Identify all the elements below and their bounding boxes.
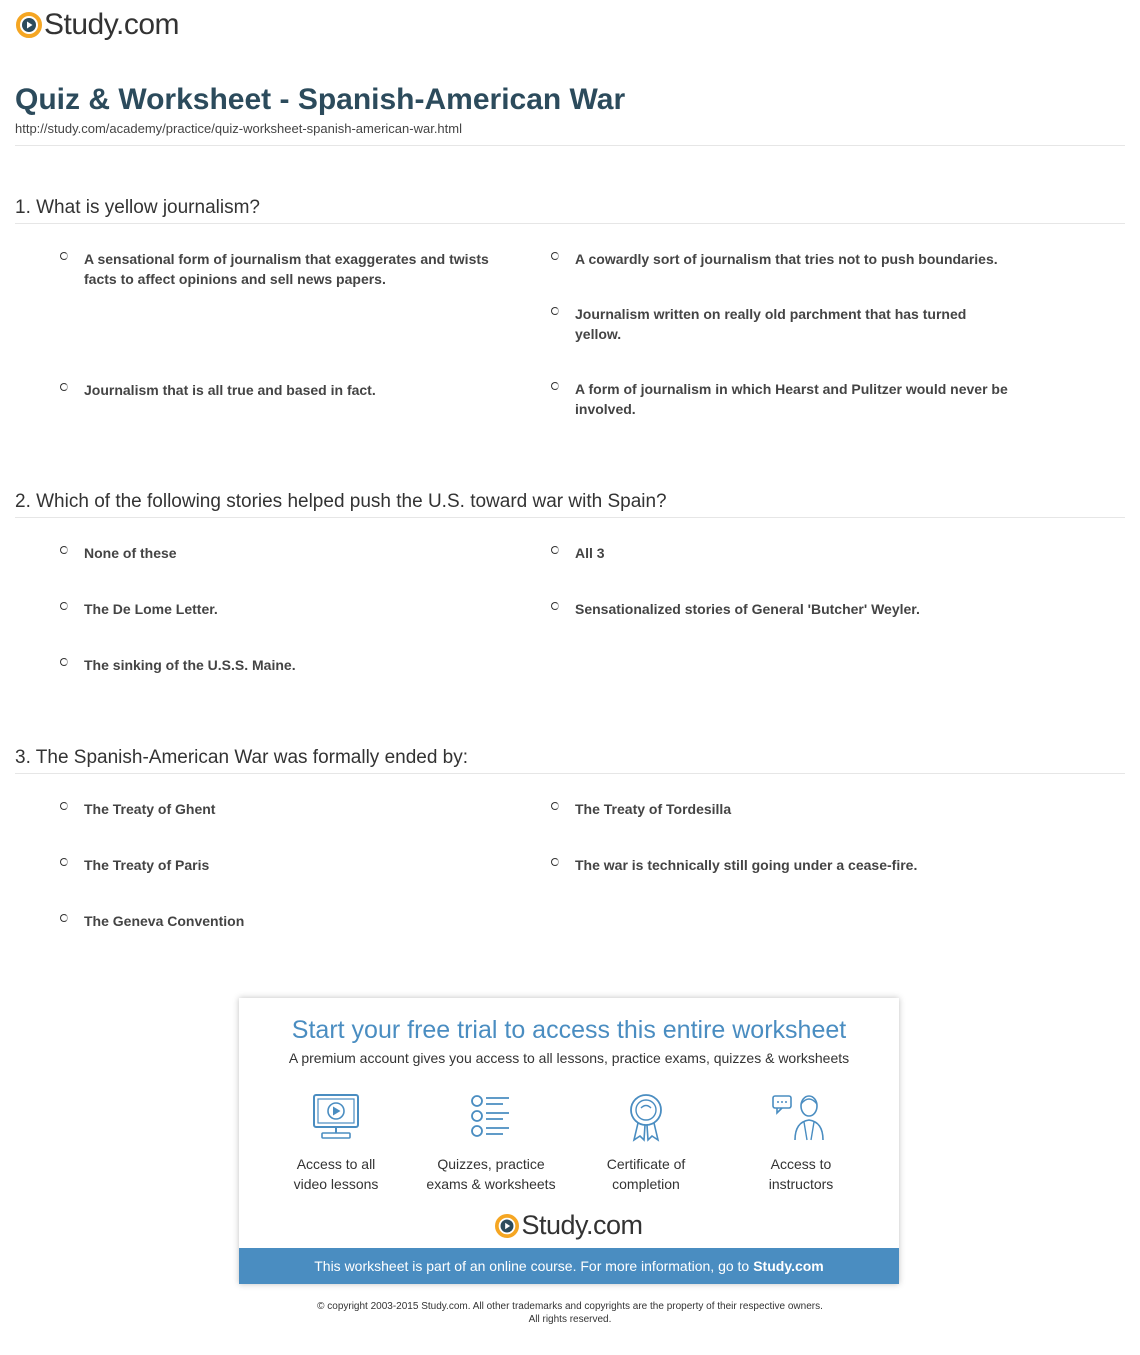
question-3-option-5[interactable] (60, 911, 520, 931)
page-url[interactable]: http://study.com/academy/practice/quiz-worksheet-spanish-american-war.html (15, 121, 462, 136)
feature-label: exams & worksheets (426, 1176, 556, 1192)
feature-certificate[interactable] (571, 1092, 721, 1194)
certificate-icon (620, 1092, 672, 1142)
option-label: The De Lome Letter. (84, 601, 218, 617)
promo-info-bar[interactable] (239, 1248, 899, 1284)
copyright-line: © copyright 2003-2015 Study.com. All other trademarks and copyrights are the property of their respective owners. (317, 1301, 823, 1312)
radio-button-icon[interactable] (60, 602, 68, 610)
logo-text: Study.com (521, 1210, 643, 1240)
feature-label: Quizzes, practice (437, 1156, 545, 1172)
logo-text: Study.com (44, 8, 179, 41)
radio-button-icon[interactable] (60, 252, 68, 260)
radio-button-icon[interactable] (551, 858, 559, 866)
feature-label: instructors (768, 1176, 834, 1192)
question-1-option-3[interactable] (551, 304, 1011, 344)
radio-button-icon[interactable] (60, 658, 68, 666)
option-label: Sensationalized stories of General 'Butcher' Weyler. (575, 601, 920, 617)
question-1-option-1[interactable] (60, 249, 520, 289)
radio-button-icon[interactable] (60, 546, 68, 554)
feature-label: Certificate of (606, 1156, 686, 1172)
option-label: The sinking of the U.S.S. Maine. (84, 657, 296, 673)
question-1-title: 1. What is yellow journalism? (15, 197, 260, 218)
page-title: Quiz & Worksheet - Spanish-American War (15, 83, 626, 116)
copyright-line: All rights reserved. (528, 1314, 612, 1325)
question-2-option-4[interactable] (551, 599, 1011, 619)
divider (15, 773, 1125, 774)
option-label: The war is technically still going under a cease-fire. (575, 857, 918, 873)
divider (15, 517, 1125, 518)
free-trial-promo[interactable] (239, 998, 899, 1284)
study-logo-icon (16, 12, 42, 38)
question-3-option-3[interactable] (60, 855, 520, 875)
question-2-option-5[interactable] (60, 655, 520, 675)
question-3-option-4[interactable] (551, 855, 1011, 875)
question-1-option-4[interactable] (60, 380, 520, 400)
option-label: All 3 (575, 545, 605, 561)
radio-button-icon[interactable] (551, 307, 559, 315)
option-label: The Treaty of Paris (84, 857, 210, 873)
radio-button-icon[interactable] (551, 546, 559, 554)
study-logo[interactable] (16, 8, 179, 42)
divider (15, 223, 1125, 224)
question-3-option-2[interactable] (551, 799, 1011, 819)
radio-button-icon[interactable] (60, 858, 68, 866)
promo-title[interactable]: Start your free trial to access this entire worksheet (291, 1016, 847, 1044)
radio-button-icon[interactable] (60, 802, 68, 810)
option-label: Journalism written on really old parchment that has turned yellow. (575, 306, 967, 342)
question-1-option-5[interactable] (551, 379, 1011, 419)
instructor-icon (771, 1092, 831, 1142)
question-2-option-2[interactable] (551, 543, 1011, 563)
promo-study-logo[interactable] (239, 1210, 899, 1241)
feature-label: Access to (770, 1156, 832, 1172)
video-lesson-icon (310, 1092, 362, 1142)
feature-quizzes[interactable] (416, 1092, 566, 1194)
feature-label: completion (612, 1176, 680, 1192)
radio-button-icon[interactable] (60, 383, 68, 391)
feature-label: Access to all (296, 1156, 376, 1172)
copyright (0, 1300, 1140, 1326)
promo-bar-text: This worksheet is part of an online course. For more information, go to (314, 1258, 750, 1274)
question-2-option-3[interactable] (60, 599, 520, 619)
option-label: The Geneva Convention (84, 913, 245, 929)
study-logo-icon (495, 1214, 519, 1238)
option-label: Journalism that is all true and based in fact. (84, 382, 376, 398)
radio-button-icon[interactable] (551, 802, 559, 810)
promo-bar-link[interactable]: Study.com (753, 1258, 824, 1274)
option-label: A cowardly sort of journalism that tries not to push boundaries. (575, 251, 998, 267)
feature-label: video lessons (293, 1176, 379, 1192)
option-label: None of these (84, 545, 177, 561)
radio-button-icon[interactable] (551, 252, 559, 260)
question-3-option-1[interactable] (60, 799, 520, 819)
question-1-option-2[interactable] (551, 249, 1011, 269)
option-label: The Treaty of Ghent (84, 801, 216, 817)
question-2-option-1[interactable] (60, 543, 520, 563)
option-label: The Treaty of Tordesilla (575, 801, 732, 817)
feature-video-lessons[interactable] (261, 1092, 411, 1194)
question-2-title: 2. Which of the following stories helped push the U.S. toward war with Spain? (15, 491, 667, 512)
radio-button-icon[interactable] (60, 914, 68, 922)
option-label: A form of journalism in which Hearst and Pulitzer would never be involved. (575, 381, 1008, 417)
divider (15, 145, 1125, 146)
feature-instructors[interactable] (726, 1092, 876, 1194)
radio-button-icon[interactable] (551, 602, 559, 610)
radio-button-icon[interactable] (551, 382, 559, 390)
option-label: A sensational form of journalism that exaggerates and twists facts to affect opinions and sell news papers. (84, 251, 489, 287)
quiz-list-icon (465, 1092, 517, 1142)
promo-subtitle: A premium account gives you access to all lessons, practice exams, quizzes & worksheets (288, 1050, 850, 1066)
question-3-title: 3. The Spanish-American War was formally ended by: (15, 747, 469, 768)
